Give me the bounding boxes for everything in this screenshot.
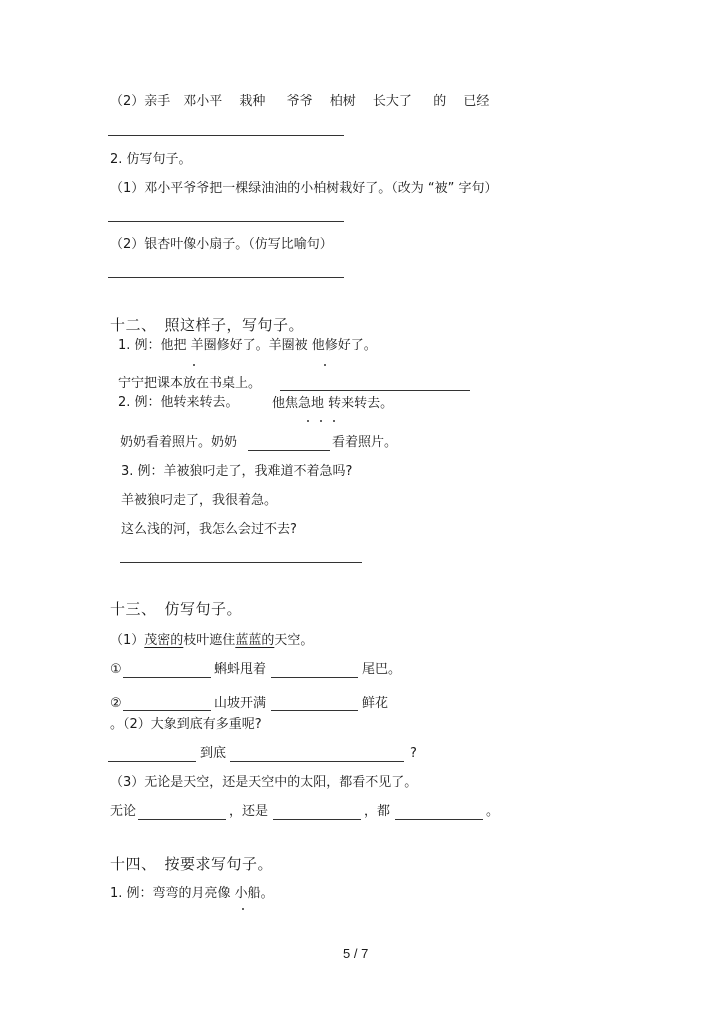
task-text: ?	[410, 746, 417, 761]
answer-blank[interactable]	[230, 761, 404, 762]
q2-word-list: （2）亲手 邓小平 栽种 爷爷 柏树 长大了 的 已经	[110, 94, 490, 109]
task-text: 鲜花	[362, 696, 389, 711]
answer-blank[interactable]	[138, 819, 226, 820]
section-heading: 十三、 仿写句子。	[110, 600, 243, 618]
example-text: 他焦急地 转来转去。	[272, 396, 394, 411]
question-text: （1）邓小平爷爷把一棵绿油油的小柏树栽好了。（改为 “被” 字句）	[110, 181, 498, 196]
answer-line[interactable]	[108, 135, 344, 136]
item-title: 2. 仿写句子。	[110, 152, 192, 167]
example-text: 3. 例：羊被狼叼走了，我难道不着急吗?	[121, 464, 353, 479]
section-heading: 十二、 照这样子，写句子。	[110, 316, 305, 334]
task-text: ，都	[364, 804, 391, 819]
answer-line[interactable]	[108, 277, 344, 278]
answer-blank[interactable]	[395, 819, 483, 820]
answer-line[interactable]	[280, 390, 470, 391]
question-text: （3）无论是天空，还是天空中的太阳，都看不见了。	[110, 775, 418, 790]
task-text: 无论	[110, 804, 137, 819]
task-text: 山坡开满	[214, 696, 267, 711]
underlined-word: 茂密的	[144, 633, 184, 648]
task-text: 蝌蚪甩着	[214, 662, 267, 677]
task-text: 奶奶看着照片。奶奶	[120, 435, 238, 450]
emphasis-dot	[320, 420, 322, 422]
answer-blank[interactable]	[123, 710, 211, 711]
emphasis-dot	[242, 908, 244, 910]
emphasis-dot	[324, 364, 326, 366]
emphasis-dot	[193, 364, 195, 366]
answer-blank[interactable]	[108, 761, 196, 762]
answer-blank[interactable]	[248, 450, 330, 451]
example-text: 1. 例：弯弯的月亮像 小船。	[110, 886, 274, 901]
answer-blank[interactable]	[123, 677, 211, 678]
task-text: 看着照片。	[332, 435, 398, 450]
task-text: 这么浅的河，我怎么会过不去?	[121, 522, 297, 537]
example-text: 2. 例：他转来转去。	[118, 395, 239, 410]
task-text: 。	[486, 804, 500, 819]
task-text: 宁宁把课本放在书桌上。	[118, 376, 262, 391]
emphasis-dot	[307, 420, 309, 422]
task-text: 到底	[200, 746, 227, 761]
question-text: （1）茂密的枝叶遮住蓝蓝的天空。	[110, 633, 314, 648]
example-text: 1. 例：他把 羊圈修好了。羊圈被 他修好了。	[118, 338, 377, 353]
answer-line[interactable]	[120, 562, 362, 563]
section-heading: 十四、 按要求写句子。	[110, 855, 274, 873]
emphasis-dot	[333, 420, 335, 422]
answer-blank[interactable]	[271, 710, 358, 711]
answer-blank[interactable]	[271, 677, 358, 678]
question-text: （2）银杏叶像小扇子。（仿写比喻句）	[110, 237, 333, 252]
task-text: 尾巴。	[362, 662, 402, 677]
answer-line[interactable]	[108, 221, 344, 222]
circle-number: ①	[110, 662, 122, 677]
circle-number: ②	[110, 696, 122, 711]
page-number: 5 / 7	[343, 946, 369, 961]
answer-blank[interactable]	[273, 819, 361, 820]
task-text: ，还是	[229, 804, 269, 819]
question-text: 。（2）大象到底有多重呢?	[110, 717, 262, 732]
example-text: 羊被狼叼走了，我很着急。	[121, 493, 278, 508]
underlined-word: 蓝蓝的	[235, 633, 275, 648]
